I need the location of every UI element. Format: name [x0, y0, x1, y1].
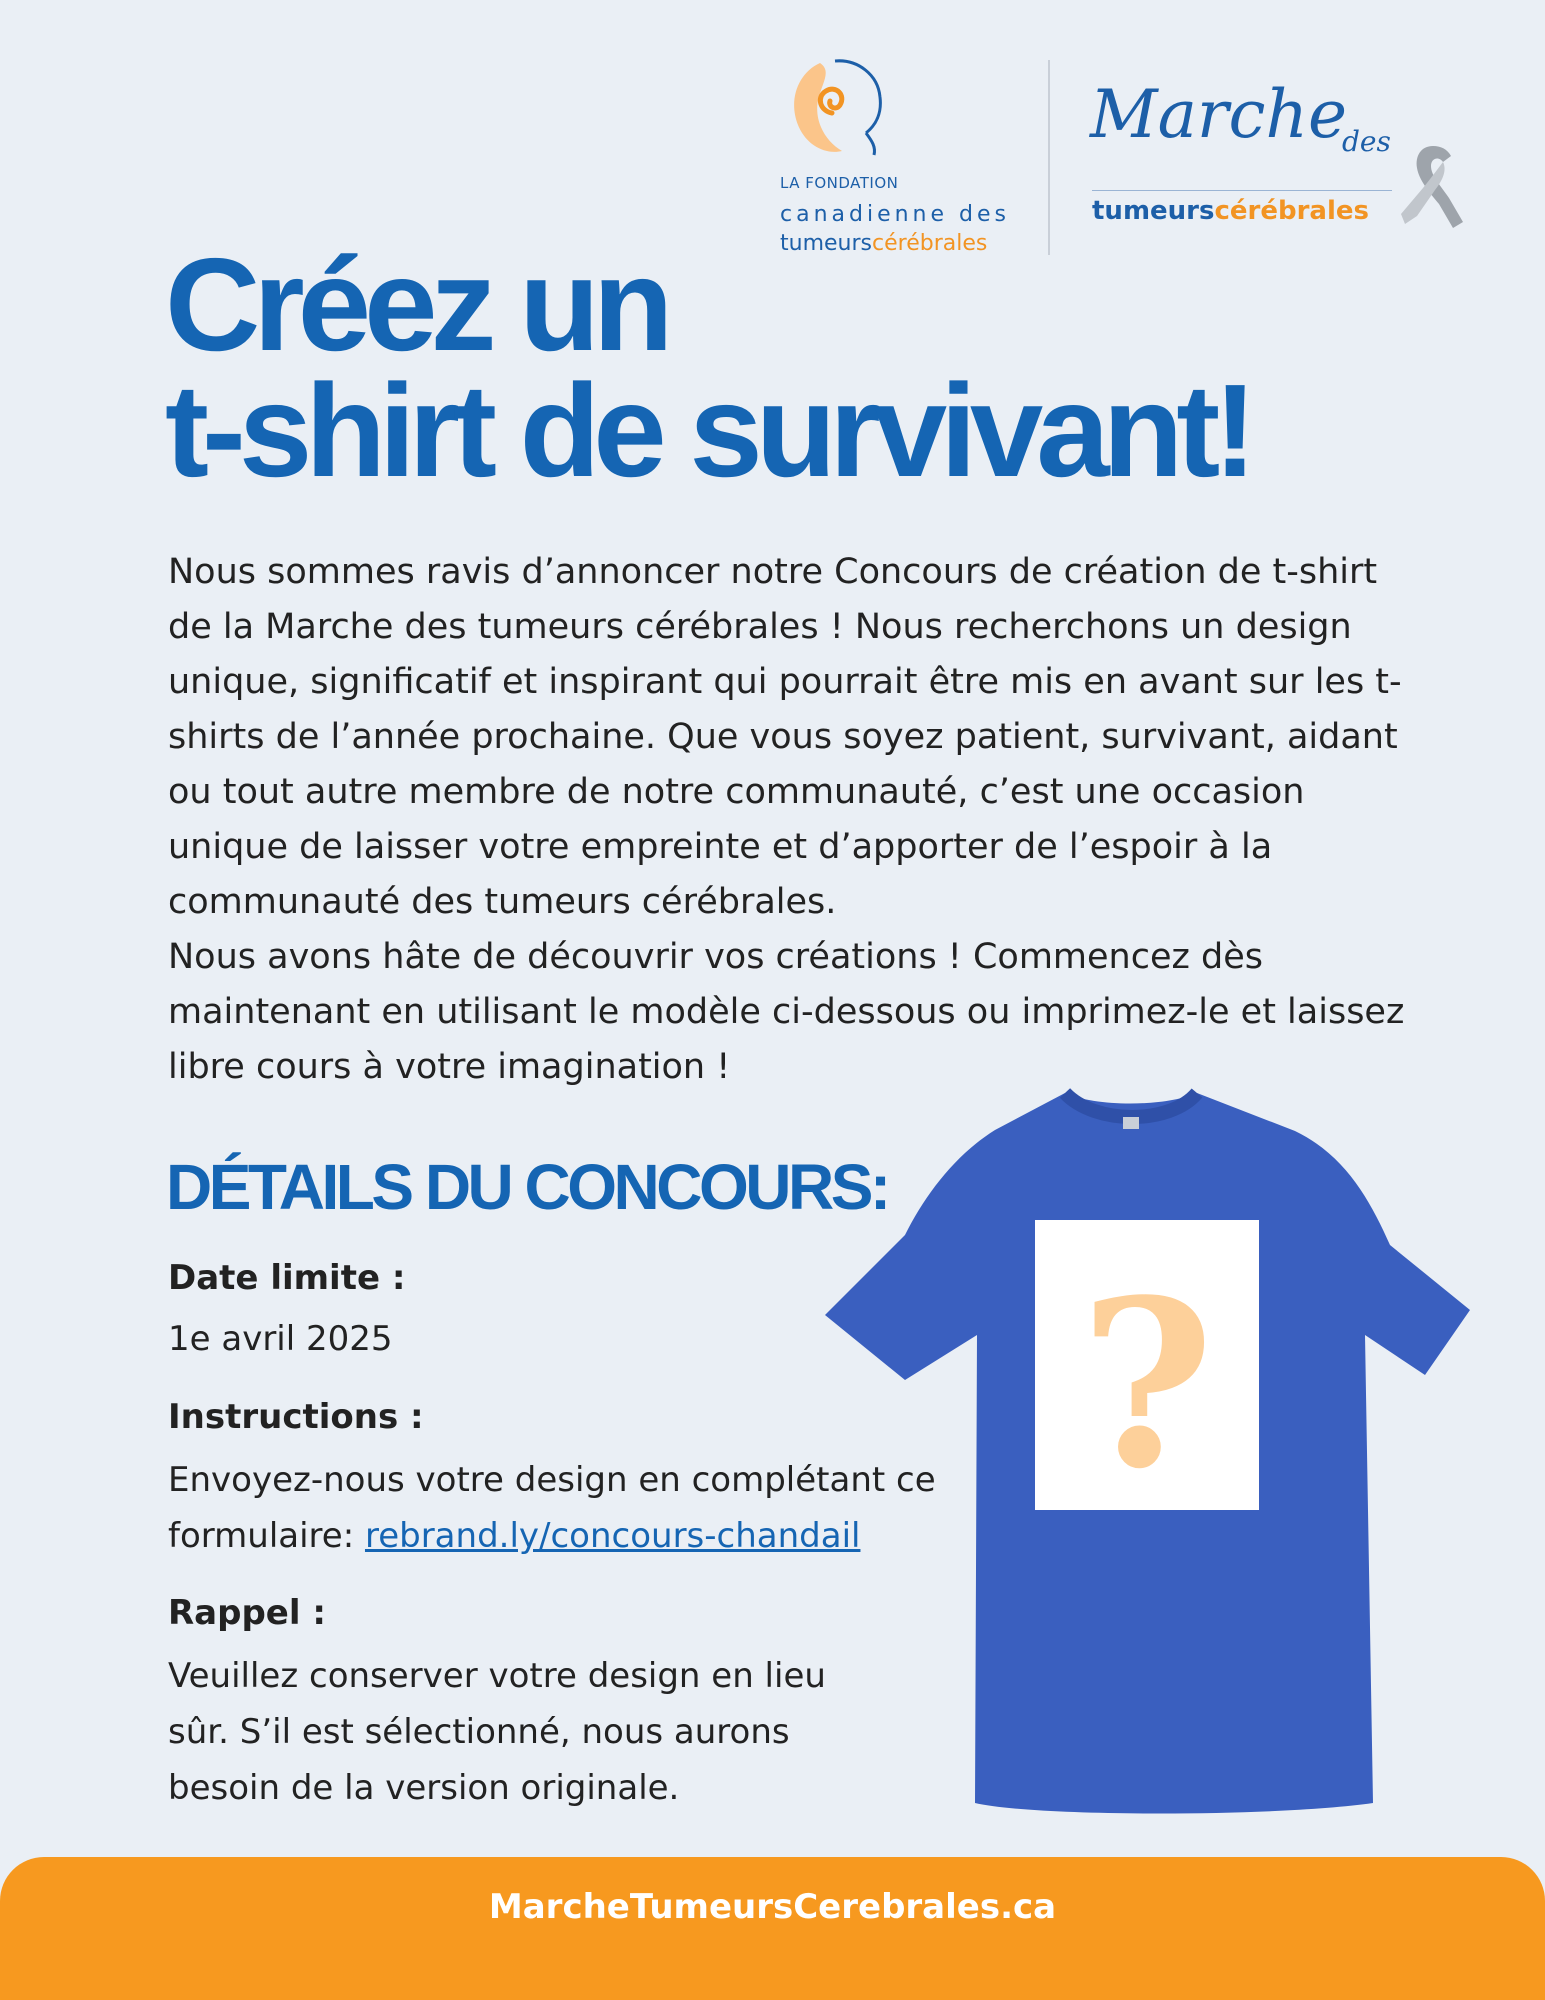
footer-bar	[0, 1857, 1545, 2000]
intro-paragraph-1: Nous sommes ravis d’annoncer notre Concours de création de t-shirt de la Marche des tumeurs cérébrales ! Nous recherchons un design unique, significatif et inspirant qui pourrait être mis en avant sur les t-shirts de l’année prochaine. Que vous soyez patient, survivant, aidant ou tout autre membre de notre communauté, c’est une occasion unique de laisser votre empreinte et d’apporter de l’espoir à la communauté des tumeurs cérébrales.	[168, 552, 1402, 922]
reminder-text: Veuillez conserver votre design en lieu sûr. S’il est sélectionné, nous aurons besoin de la version originale.	[168, 1656, 826, 1808]
walk-logo-rule	[1092, 190, 1392, 191]
awareness-ribbon-icon	[1395, 140, 1470, 235]
deadline-value: 1e avril 2025	[168, 1319, 393, 1359]
details-heading: DÉTAILS DU CONCOURS:	[166, 1151, 888, 1223]
intro-paragraph-2: Nous avons hâte de découvrir vos créations ! Commencez dès maintenant en utilisant le modèle ci-dessous ou imprimez-le et laissez libre cours à votre imagination !	[168, 937, 1405, 1087]
tshirt-image	[825, 1085, 1470, 1815]
foundation-logo-line1: LA FONDATION	[780, 174, 899, 192]
page-title	[165, 231, 1251, 504]
footer-url[interactable]: MarcheTumeursCerebrales.ca	[488, 1887, 1057, 1927]
instructions-label: Instructions :	[168, 1397, 424, 1437]
walk-logo-cerebrales: cérébrales	[1214, 196, 1369, 226]
logo-divider	[1048, 60, 1050, 255]
instructions-body: Envoyez-nous votre design en complétant ce formulaire:	[168, 1460, 936, 1556]
foundation-logo-line2: canadienne des	[780, 202, 1010, 227]
reminder-label: Rappel :	[168, 1593, 326, 1633]
foundation-logo-cerebrales: cérébrales	[872, 231, 988, 256]
page-title-line1: Créez un	[165, 231, 667, 378]
foundation-logo-icon	[780, 55, 890, 160]
walk-logo-marche: Marche	[1090, 76, 1348, 153]
question-mark-icon: ?	[1079, 1250, 1215, 1520]
page-title-line2: t-shirt de survivant!	[165, 357, 1251, 504]
form-link[interactable]: rebrand.ly/concours-chandail	[364, 1516, 861, 1556]
deadline-label: Date limite :	[168, 1258, 406, 1298]
walk-logo-tumeurs: tumeurs	[1092, 196, 1215, 226]
walk-logo-subtitle	[1092, 196, 1369, 227]
intro-text	[168, 545, 1418, 1095]
foundation-logo-tumeurs: tumeurs	[780, 231, 872, 256]
walk-logo-des: des	[1342, 125, 1391, 158]
